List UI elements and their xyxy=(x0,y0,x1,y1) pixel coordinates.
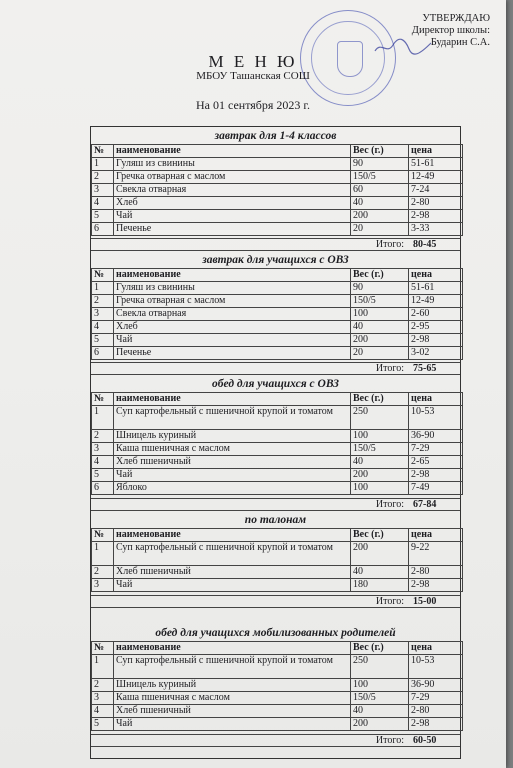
table-header-row xyxy=(92,529,463,542)
col-num: № xyxy=(92,642,114,655)
row-price: 2-80 xyxy=(409,566,463,579)
total-value: 75-65 xyxy=(413,363,437,374)
row-name: Печенье xyxy=(114,347,351,360)
row-name: Суп картофельный с пшеничной крупой и томатом xyxy=(114,542,351,566)
col-price: цена xyxy=(409,269,463,282)
row-price: 2-60 xyxy=(409,308,463,321)
section-title: по талонам xyxy=(244,514,307,526)
row-weight: 200 xyxy=(351,334,409,347)
row-num: 3 xyxy=(92,308,114,321)
total-value: 15-00 xyxy=(413,596,437,607)
row-weight: 40 xyxy=(351,566,409,579)
table-row xyxy=(92,430,463,443)
section-total xyxy=(91,595,460,608)
row-num: 2 xyxy=(92,295,114,308)
row-price: 10-53 xyxy=(409,406,463,430)
row-price: 3-02 xyxy=(409,347,463,360)
col-num: № xyxy=(92,269,114,282)
row-num: 5 xyxy=(92,469,114,482)
row-name: Печенье xyxy=(114,223,351,236)
total-value: 60-50 xyxy=(413,735,437,746)
row-weight: 40 xyxy=(351,705,409,718)
row-price: 2-98 xyxy=(409,718,463,731)
row-price: 7-29 xyxy=(409,692,463,705)
row-price: 7-24 xyxy=(409,184,463,197)
table-row xyxy=(92,184,463,197)
row-price: 12-49 xyxy=(409,295,463,308)
row-name: Гуляш из свинины xyxy=(114,158,351,171)
row-price: 7-49 xyxy=(409,482,463,495)
table-row xyxy=(92,295,463,308)
row-name: Каша пшеничная с маслом xyxy=(114,443,351,456)
row-price: 51-61 xyxy=(409,282,463,295)
col-weight: Вес (г.) xyxy=(351,145,409,158)
row-name: Хлеб пшеничный xyxy=(114,456,351,469)
total-label: Итого: xyxy=(375,596,404,607)
row-name: Чай xyxy=(114,210,351,223)
menu-date: На 01 сентября 2023 г. xyxy=(195,98,310,112)
row-num: 3 xyxy=(92,579,114,592)
section-table xyxy=(91,268,463,360)
table-row xyxy=(92,197,463,210)
row-num: 3 xyxy=(92,443,114,456)
row-num: 6 xyxy=(92,223,114,236)
row-name: Суп картофельный с пшеничной крупой и томатом xyxy=(114,655,351,679)
row-num: 4 xyxy=(92,321,114,334)
row-weight: 90 xyxy=(351,282,409,295)
row-price: 36-90 xyxy=(409,679,463,692)
row-weight: 100 xyxy=(351,430,409,443)
col-name: наименование xyxy=(114,642,351,655)
col-price: цена xyxy=(409,529,463,542)
col-weight: Вес (г.) xyxy=(351,642,409,655)
table-row xyxy=(92,443,463,456)
row-weight: 40 xyxy=(351,197,409,210)
row-num: 5 xyxy=(92,718,114,731)
section-total xyxy=(91,362,460,375)
row-name: Чай xyxy=(114,579,351,592)
row-weight: 150/5 xyxy=(351,443,409,456)
row-num: 6 xyxy=(92,347,114,360)
total-label: Итого: xyxy=(375,499,404,510)
row-name: Каша пшеничная с маслом xyxy=(114,692,351,705)
table-row xyxy=(92,692,463,705)
row-name: Шницель куриный xyxy=(114,679,351,692)
table-row xyxy=(92,566,463,579)
row-name: Чай xyxy=(114,334,351,347)
row-name: Хлеб xyxy=(114,321,351,334)
row-name: Хлеб xyxy=(114,197,351,210)
col-weight: Вес (г.) xyxy=(351,529,409,542)
section-total xyxy=(91,238,460,251)
table-row xyxy=(92,158,463,171)
table-row xyxy=(92,282,463,295)
col-name: наименование xyxy=(114,393,351,406)
section-table xyxy=(91,144,463,236)
total-label: Итого: xyxy=(375,735,404,746)
col-num: № xyxy=(92,145,114,158)
row-weight: 250 xyxy=(351,406,409,430)
row-num: 4 xyxy=(92,705,114,718)
row-weight: 200 xyxy=(351,718,409,731)
row-weight: 100 xyxy=(351,308,409,321)
table-row xyxy=(92,347,463,360)
table-row xyxy=(92,308,463,321)
row-name: Свекла отварная xyxy=(114,308,351,321)
table-row xyxy=(92,223,463,236)
row-price: 10-53 xyxy=(409,655,463,679)
row-weight: 200 xyxy=(351,210,409,223)
row-num: 4 xyxy=(92,456,114,469)
row-name: Свекла отварная xyxy=(114,184,351,197)
row-num: 1 xyxy=(92,158,114,171)
row-weight: 90 xyxy=(351,158,409,171)
table-row xyxy=(92,469,463,482)
section-title: завтрак для учащихся с ОВЗ xyxy=(202,254,349,266)
row-num: 1 xyxy=(92,406,114,430)
row-weight: 200 xyxy=(351,542,409,566)
row-weight: 60 xyxy=(351,184,409,197)
total-value: 80-45 xyxy=(413,239,437,250)
col-num: № xyxy=(92,529,114,542)
table-row xyxy=(92,579,463,592)
approve-position: Директор школы: xyxy=(411,25,490,36)
table-row xyxy=(92,406,463,430)
col-price: цена xyxy=(409,642,463,655)
row-weight: 150/5 xyxy=(351,171,409,184)
table-header-row xyxy=(92,642,463,655)
row-price: 51-61 xyxy=(409,158,463,171)
row-price: 36-90 xyxy=(409,430,463,443)
row-num: 1 xyxy=(92,282,114,295)
row-num: 1 xyxy=(92,655,114,679)
row-num: 5 xyxy=(92,210,114,223)
row-price: 2-80 xyxy=(409,197,463,210)
section-table xyxy=(91,641,463,731)
row-weight: 100 xyxy=(351,482,409,495)
row-name: Гречка отварная с маслом xyxy=(114,295,351,308)
row-num: 2 xyxy=(92,171,114,184)
row-num: 3 xyxy=(92,692,114,705)
menu-frame xyxy=(90,126,461,759)
section-title: обед для учащихся мобилизованных родителей xyxy=(155,627,396,639)
section-title: завтрак для 1-4 классов xyxy=(214,130,337,142)
table-row xyxy=(92,705,463,718)
row-num: 3 xyxy=(92,184,114,197)
section-total xyxy=(91,498,460,511)
approve-name: Бударин С.А. xyxy=(430,37,490,48)
col-name: наименование xyxy=(114,529,351,542)
row-weight: 250 xyxy=(351,655,409,679)
row-num: 2 xyxy=(92,679,114,692)
row-num: 2 xyxy=(92,566,114,579)
table-header-row xyxy=(92,269,463,282)
page-title: М Е Н Ю xyxy=(208,52,298,71)
row-num: 4 xyxy=(92,197,114,210)
school-name: МБОУ Ташанская СОШ xyxy=(196,70,310,82)
row-weight: 150/5 xyxy=(351,692,409,705)
total-label: Итого: xyxy=(375,239,404,250)
col-price: цена xyxy=(409,393,463,406)
row-name: Яблоко xyxy=(114,482,351,495)
row-name: Шницель куриный xyxy=(114,430,351,443)
table-header-row xyxy=(92,393,463,406)
table-row xyxy=(92,655,463,679)
row-price: 2-98 xyxy=(409,210,463,223)
table-header-row xyxy=(92,145,463,158)
col-name: наименование xyxy=(114,269,351,282)
row-weight: 40 xyxy=(351,321,409,334)
row-name: Хлеб пшеничный xyxy=(114,566,351,579)
col-weight: Вес (г.) xyxy=(351,269,409,282)
row-num: 6 xyxy=(92,482,114,495)
row-weight: 20 xyxy=(351,347,409,360)
row-weight: 200 xyxy=(351,469,409,482)
col-num: № xyxy=(92,393,114,406)
row-price: 2-98 xyxy=(409,579,463,592)
section-table xyxy=(91,392,463,495)
row-price: 2-65 xyxy=(409,456,463,469)
row-num: 2 xyxy=(92,430,114,443)
row-price: 3-33 xyxy=(409,223,463,236)
table-row xyxy=(92,210,463,223)
table-row xyxy=(92,542,463,566)
row-price: 9-22 xyxy=(409,542,463,566)
section-total xyxy=(91,734,460,747)
total-value: 67-84 xyxy=(413,499,437,510)
row-price: 12-49 xyxy=(409,171,463,184)
row-weight: 150/5 xyxy=(351,295,409,308)
table-row xyxy=(92,321,463,334)
col-price: цена xyxy=(409,145,463,158)
section-table xyxy=(91,528,463,592)
row-price: 2-98 xyxy=(409,334,463,347)
row-price: 2-80 xyxy=(409,705,463,718)
total-label: Итого: xyxy=(375,363,404,374)
row-name: Гречка отварная с маслом xyxy=(114,171,351,184)
table-row xyxy=(92,482,463,495)
table-row xyxy=(92,171,463,184)
row-name: Хлеб пшеничный xyxy=(114,705,351,718)
row-name: Суп картофельный с пшеничной крупой и томатом xyxy=(114,406,351,430)
table-row xyxy=(92,679,463,692)
row-num: 5 xyxy=(92,334,114,347)
row-weight: 100 xyxy=(351,679,409,692)
row-weight: 40 xyxy=(351,456,409,469)
table-row xyxy=(92,718,463,731)
table-row xyxy=(92,456,463,469)
row-weight: 180 xyxy=(351,579,409,592)
row-weight: 20 xyxy=(351,223,409,236)
row-num: 1 xyxy=(92,542,114,566)
row-price: 2-98 xyxy=(409,469,463,482)
approve-word: УТВЕРЖДАЮ xyxy=(422,13,490,24)
row-price: 2-95 xyxy=(409,321,463,334)
row-name: Чай xyxy=(114,718,351,731)
section-title: обед для учащихся с ОВЗ xyxy=(212,378,339,390)
row-price: 7-29 xyxy=(409,443,463,456)
table-row xyxy=(92,334,463,347)
row-name: Чай xyxy=(114,469,351,482)
col-name: наименование xyxy=(114,145,351,158)
row-name: Гуляш из свинины xyxy=(114,282,351,295)
col-weight: Вес (г.) xyxy=(351,393,409,406)
